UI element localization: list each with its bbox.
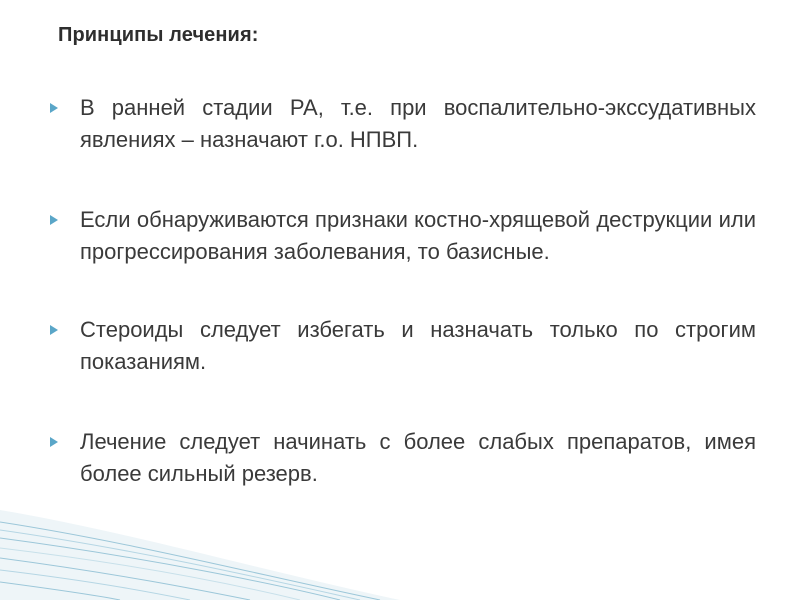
list-item xyxy=(46,204,756,268)
bullet-text: Лечение следует начинать с более слабых препаратов, имея более сильный резерв. xyxy=(80,429,756,486)
triangle-right-icon xyxy=(50,103,58,113)
list-item xyxy=(46,92,756,156)
bullet-text: В ранней стадии РА, т.е. при воспалительно-экссудативных явлениях – назначают г.о. НПВП. xyxy=(80,95,756,152)
bullet-text: Стероиды следует избегать и назначать только по строгим показаниям. xyxy=(80,317,756,374)
bullet-text: Если обнаруживаются признаки костно-хрящевой деструкции или прогрессирования заболевания, то базисные. xyxy=(80,207,756,264)
decorative-swoosh xyxy=(0,470,800,600)
triangle-right-icon xyxy=(50,215,58,225)
slide-title: Принципы лечения: xyxy=(58,24,259,46)
triangle-right-icon xyxy=(50,437,58,447)
list-item xyxy=(46,314,756,378)
triangle-right-icon xyxy=(50,325,58,335)
